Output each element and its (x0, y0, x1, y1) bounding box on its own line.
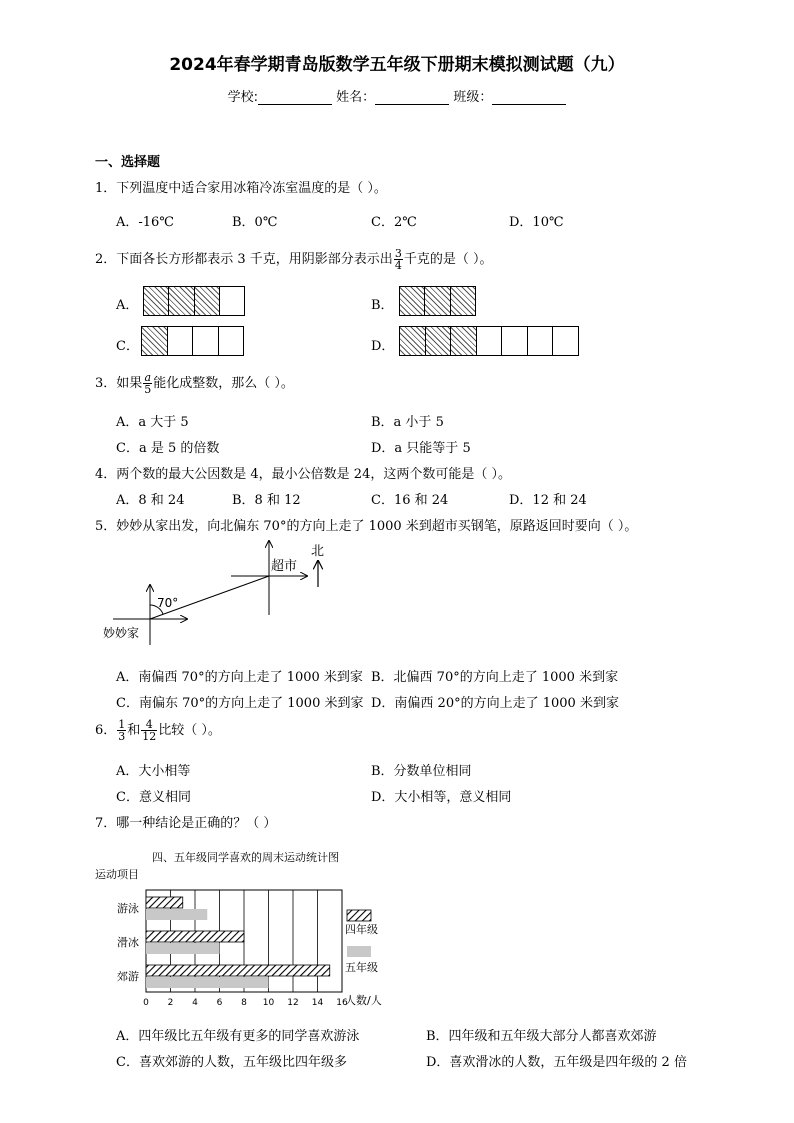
shaded-cell (451, 287, 475, 315)
q6-option-c[interactable]: C．意义相同 (116, 790, 191, 805)
class-label: 班级： (453, 90, 493, 105)
bar-grade4 (146, 965, 330, 976)
chart-title: 四、五年级同学喜欢的周末运动统计图 (152, 851, 339, 864)
q2-rect-b[interactable] (399, 286, 476, 316)
q6-f1-den: 3 (118, 730, 126, 743)
x-tick-label: 10 (262, 998, 275, 1008)
question-5: 5．妙妙从家出发，向北偏东 70°的方向上走了 1000 米到超市买钢笔，原路返回时要向（ ）。 (95, 519, 638, 534)
q6-option-a[interactable]: A．大小相等 (116, 764, 191, 779)
shaded-cell (400, 327, 426, 355)
q3-text-after: 能化成整数，那么（ ）。 (153, 376, 294, 391)
q3-option-b[interactable]: B．a 小于 5 (371, 415, 444, 430)
empty-cell (220, 287, 244, 315)
q7-option-b[interactable]: B．四年级和五年级大部分人都喜欢郊游 (426, 1029, 657, 1044)
x-tick-label: 14 (311, 998, 324, 1008)
q7-option-d[interactable]: D．喜欢滑冰的人数，五年级是四年级的 2 倍 (426, 1055, 687, 1070)
x-tick-label: 0 (143, 998, 149, 1008)
q2-text-after: 千克的是（ ）。 (403, 252, 493, 267)
bar-grade5 (146, 943, 220, 954)
bar-grade5 (146, 977, 269, 988)
x-tick-label: 12 (287, 998, 299, 1008)
shaded-cell (195, 287, 220, 315)
category-label: 游泳 (117, 902, 139, 915)
shaded-cell (425, 287, 450, 315)
supermarket-label: 超市 (271, 559, 298, 574)
q3-frac-den: 5 (144, 383, 152, 396)
empty-cell (477, 327, 503, 355)
page-title: 2024年春学期青岛版数学五年级下册期末模拟测试题（九） (169, 55, 625, 75)
q2-label-d[interactable]: D． (371, 339, 395, 354)
question-6 (95, 719, 221, 742)
x-tick-label: 2 (167, 998, 174, 1008)
q4-option-b[interactable]: B．8 和 12 (232, 493, 301, 508)
empty-cell (168, 327, 194, 355)
shaded-cell (400, 287, 425, 315)
q2-label-b[interactable]: B． (371, 298, 394, 313)
q2-rect-d[interactable] (399, 326, 579, 356)
legend-grade4: 四年级 (345, 923, 378, 936)
shaded-cell (451, 327, 477, 355)
q2-rect-a[interactable] (143, 286, 245, 316)
q6-num: 6． (95, 723, 117, 738)
q5-option-a[interactable]: A．南偏西 70°的方向上走了 1000 米到家 (116, 670, 363, 685)
bar-grade4 (146, 897, 183, 908)
q6-f1-num: 1 (118, 718, 126, 731)
q6-text-after: 比较（ ）。 (158, 723, 221, 738)
category-label: 郊游 (117, 970, 139, 983)
bar-grade5 (146, 909, 207, 920)
question-2 (95, 248, 492, 271)
q6-mid: 和 (127, 723, 141, 738)
chart-ylabel: 运动项目 (95, 868, 139, 881)
q2-text-before: 2．下面各长方形都表示 3 千克，用阴影部分表示出 (95, 252, 393, 267)
name-blank[interactable] (375, 91, 449, 105)
q5-option-b[interactable]: B．北偏西 70°的方向上走了 1000 米到家 (371, 670, 619, 685)
empty-cell (193, 327, 219, 355)
empty-cell (219, 327, 244, 355)
home-label: 妙妙家 (103, 626, 140, 640)
bar-grade4 (146, 931, 244, 942)
q2-rect-c[interactable] (141, 326, 244, 356)
q2-label-a[interactable]: A． (116, 298, 139, 313)
question-7: 7．哪一种结论是正确的？（ ） (95, 816, 277, 831)
student-info-line (0, 86, 794, 105)
q4-option-c[interactable]: C．16 和 24 (371, 493, 449, 508)
q6-f2-num: 4 (141, 719, 157, 731)
x-tick-label: 6 (216, 998, 223, 1008)
x-tick-label: 8 (241, 998, 247, 1008)
q5-option-d[interactable]: D．南偏西 20°的方向上走了 1000 米到家 (371, 696, 619, 711)
shaded-cell (169, 287, 194, 315)
q2-fraction (394, 248, 403, 271)
class-blank[interactable] (492, 91, 566, 105)
q1-option-a[interactable]: A．-16℃ (116, 215, 174, 230)
q2-frac-den: 4 (394, 259, 402, 272)
school-blank[interactable] (258, 91, 332, 105)
q3-option-c[interactable]: C．a 是 5 的倍数 (116, 441, 220, 456)
shaded-cell (144, 287, 169, 315)
x-tick-label: 16 (336, 998, 348, 1008)
q5-option-c[interactable]: C．南偏东 70°的方向上走了 1000 米到家 (116, 696, 364, 711)
question-4: 4．两个数的最大公因数是 4，最小公倍数是 24，这两个数可能是（ ）。 (95, 467, 511, 482)
q6-fraction-1 (117, 719, 126, 742)
q1-option-b[interactable]: B．0℃ (232, 215, 278, 230)
chart-xlabel: 人数/人 (345, 994, 382, 1007)
section-title: 一、选择题 (95, 155, 161, 170)
question-1: 1．下列温度中适合家用冰箱冷冻室温度的是（ ）。 (95, 181, 387, 196)
shaded-cell (142, 327, 168, 355)
q4-option-d[interactable]: D．12 和 24 (509, 493, 587, 508)
q7-option-a[interactable]: A．四年级比五年级有更多的同学喜欢游泳 (116, 1029, 360, 1044)
q6-option-b[interactable]: B．分数单位相同 (371, 764, 472, 779)
school-label: 学校: (227, 90, 259, 105)
bar-chart (92, 844, 422, 1016)
question-3 (95, 372, 294, 395)
q2-frac-num: 3 (394, 247, 402, 260)
q7-option-c[interactable]: C．喜欢郊游的人数，五年级比四年级多 (116, 1055, 347, 1070)
q6-option-d[interactable]: D．大小相等，意义相同 (371, 790, 512, 805)
legend-grade5: 五年级 (345, 961, 378, 974)
empty-cell (502, 327, 528, 355)
q6-fraction-2 (141, 719, 157, 742)
north-label: 北 (311, 544, 325, 559)
legend-swatch-grade5 (347, 946, 371, 957)
q1-option-c[interactable]: C．2℃ (371, 215, 417, 230)
q3-option-a[interactable]: A．a 大于 5 (116, 415, 189, 430)
q3-frac-num: a (144, 371, 152, 384)
category-label: 滑冰 (117, 936, 139, 949)
angle-label: 70° (157, 596, 179, 610)
q3-fraction (143, 372, 152, 395)
empty-cell (528, 327, 554, 355)
shaded-cell (426, 327, 452, 355)
q1-option-d[interactable]: D．10℃ (509, 215, 564, 230)
q6-f2-den: 12 (142, 730, 157, 743)
direction-diagram (95, 535, 355, 650)
q2-label-c[interactable]: C． (116, 339, 139, 354)
empty-cell (553, 327, 578, 355)
q4-option-a[interactable]: A．8 和 24 (116, 493, 185, 508)
name-label: 姓名： (336, 90, 376, 105)
q3-option-d[interactable]: D．a 只能等于 5 (371, 441, 471, 456)
x-tick-label: 4 (192, 998, 198, 1008)
q3-text-before: 3．如果 (95, 376, 143, 391)
legend-swatch-grade4 (347, 910, 371, 921)
